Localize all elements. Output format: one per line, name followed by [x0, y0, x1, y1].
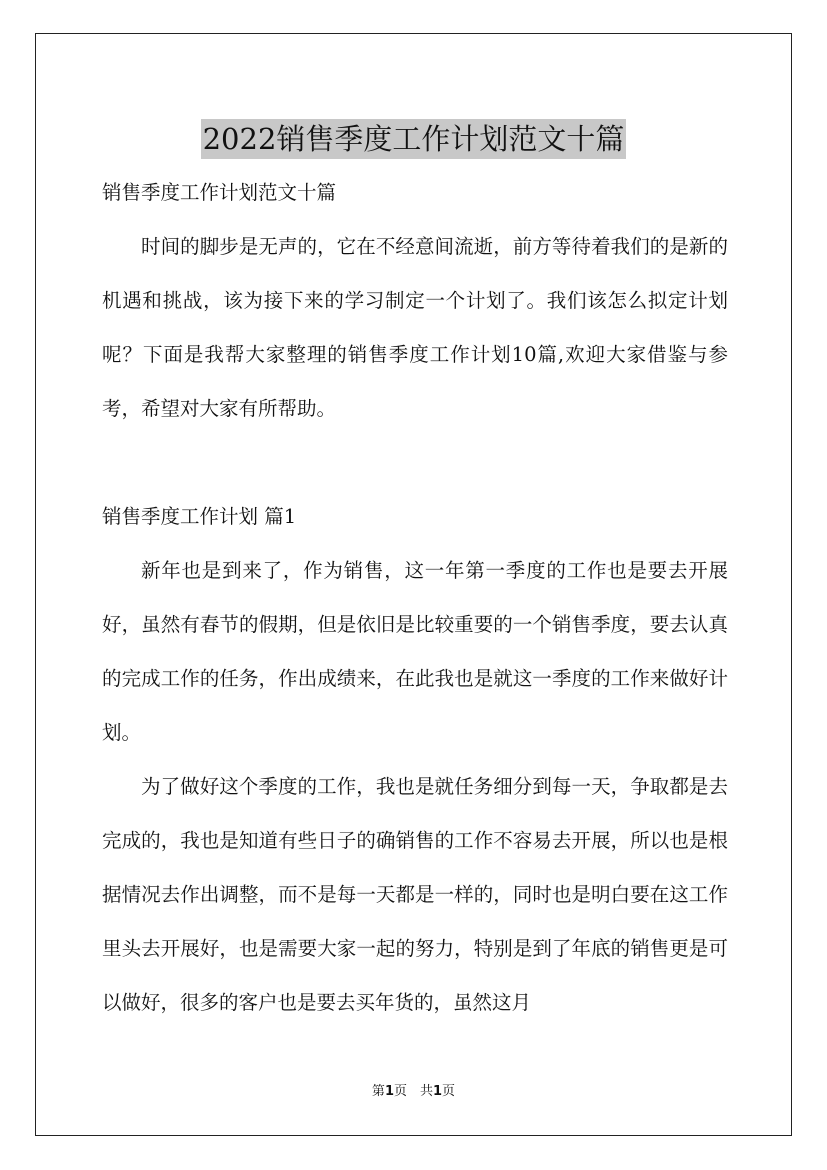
page-mid: 页 共: [393, 1084, 433, 1099]
page-total: 1: [433, 1084, 443, 1099]
body-paragraph: 为了做好这个季度的工作，我也是就任务细分到每一天，争取都是去完成的，我也是知道有些日子的确销售的工作不容易去开展，所以也是根据情况去作出调整，而不是每一天都是一样的，同时也是明白要在这工作里头去开展好，也是需要大家一起的努力，特别是到了年底的销售更是可以做好，很多的客户也是要去买年货的，虽然这月: [102, 775, 728, 1014]
document-title: 2022销售季度工作计划范文十篇: [201, 119, 627, 159]
intro-paragraph: 时间的脚步是无声的，它在不经意间流逝，前方等待着我们的是新的机遇和挑战，该为接下来的学习制定一个计划了。我们该怎么拟定计划呢？下面是我帮大家整理的销售季度工作计划10篇,欢迎大家借鉴与参考，希望对大家有所帮助。: [102, 235, 728, 420]
page-prefix: 第: [371, 1084, 385, 1099]
page-current: 1: [384, 1084, 394, 1099]
document-body: [102, 166, 728, 1030]
document-subtitle: 销售季度工作计划范文十篇: [102, 181, 337, 204]
section-heading: 销售季度工作计划 篇1: [102, 505, 297, 528]
page-suffix: 页: [442, 1084, 456, 1099]
section-spacer: [102, 436, 728, 490]
body-paragraph: 新年也是到来了，作为销售，这一年第一季度的工作也是要去开展好，虽然有春节的假期，但是依旧是比较重要的一个销售季度，要去认真的完成工作的任务，作出成绩来，在此我也是就这一季度的工作来做好计划。: [102, 559, 728, 744]
page-footer: [0, 1082, 827, 1102]
